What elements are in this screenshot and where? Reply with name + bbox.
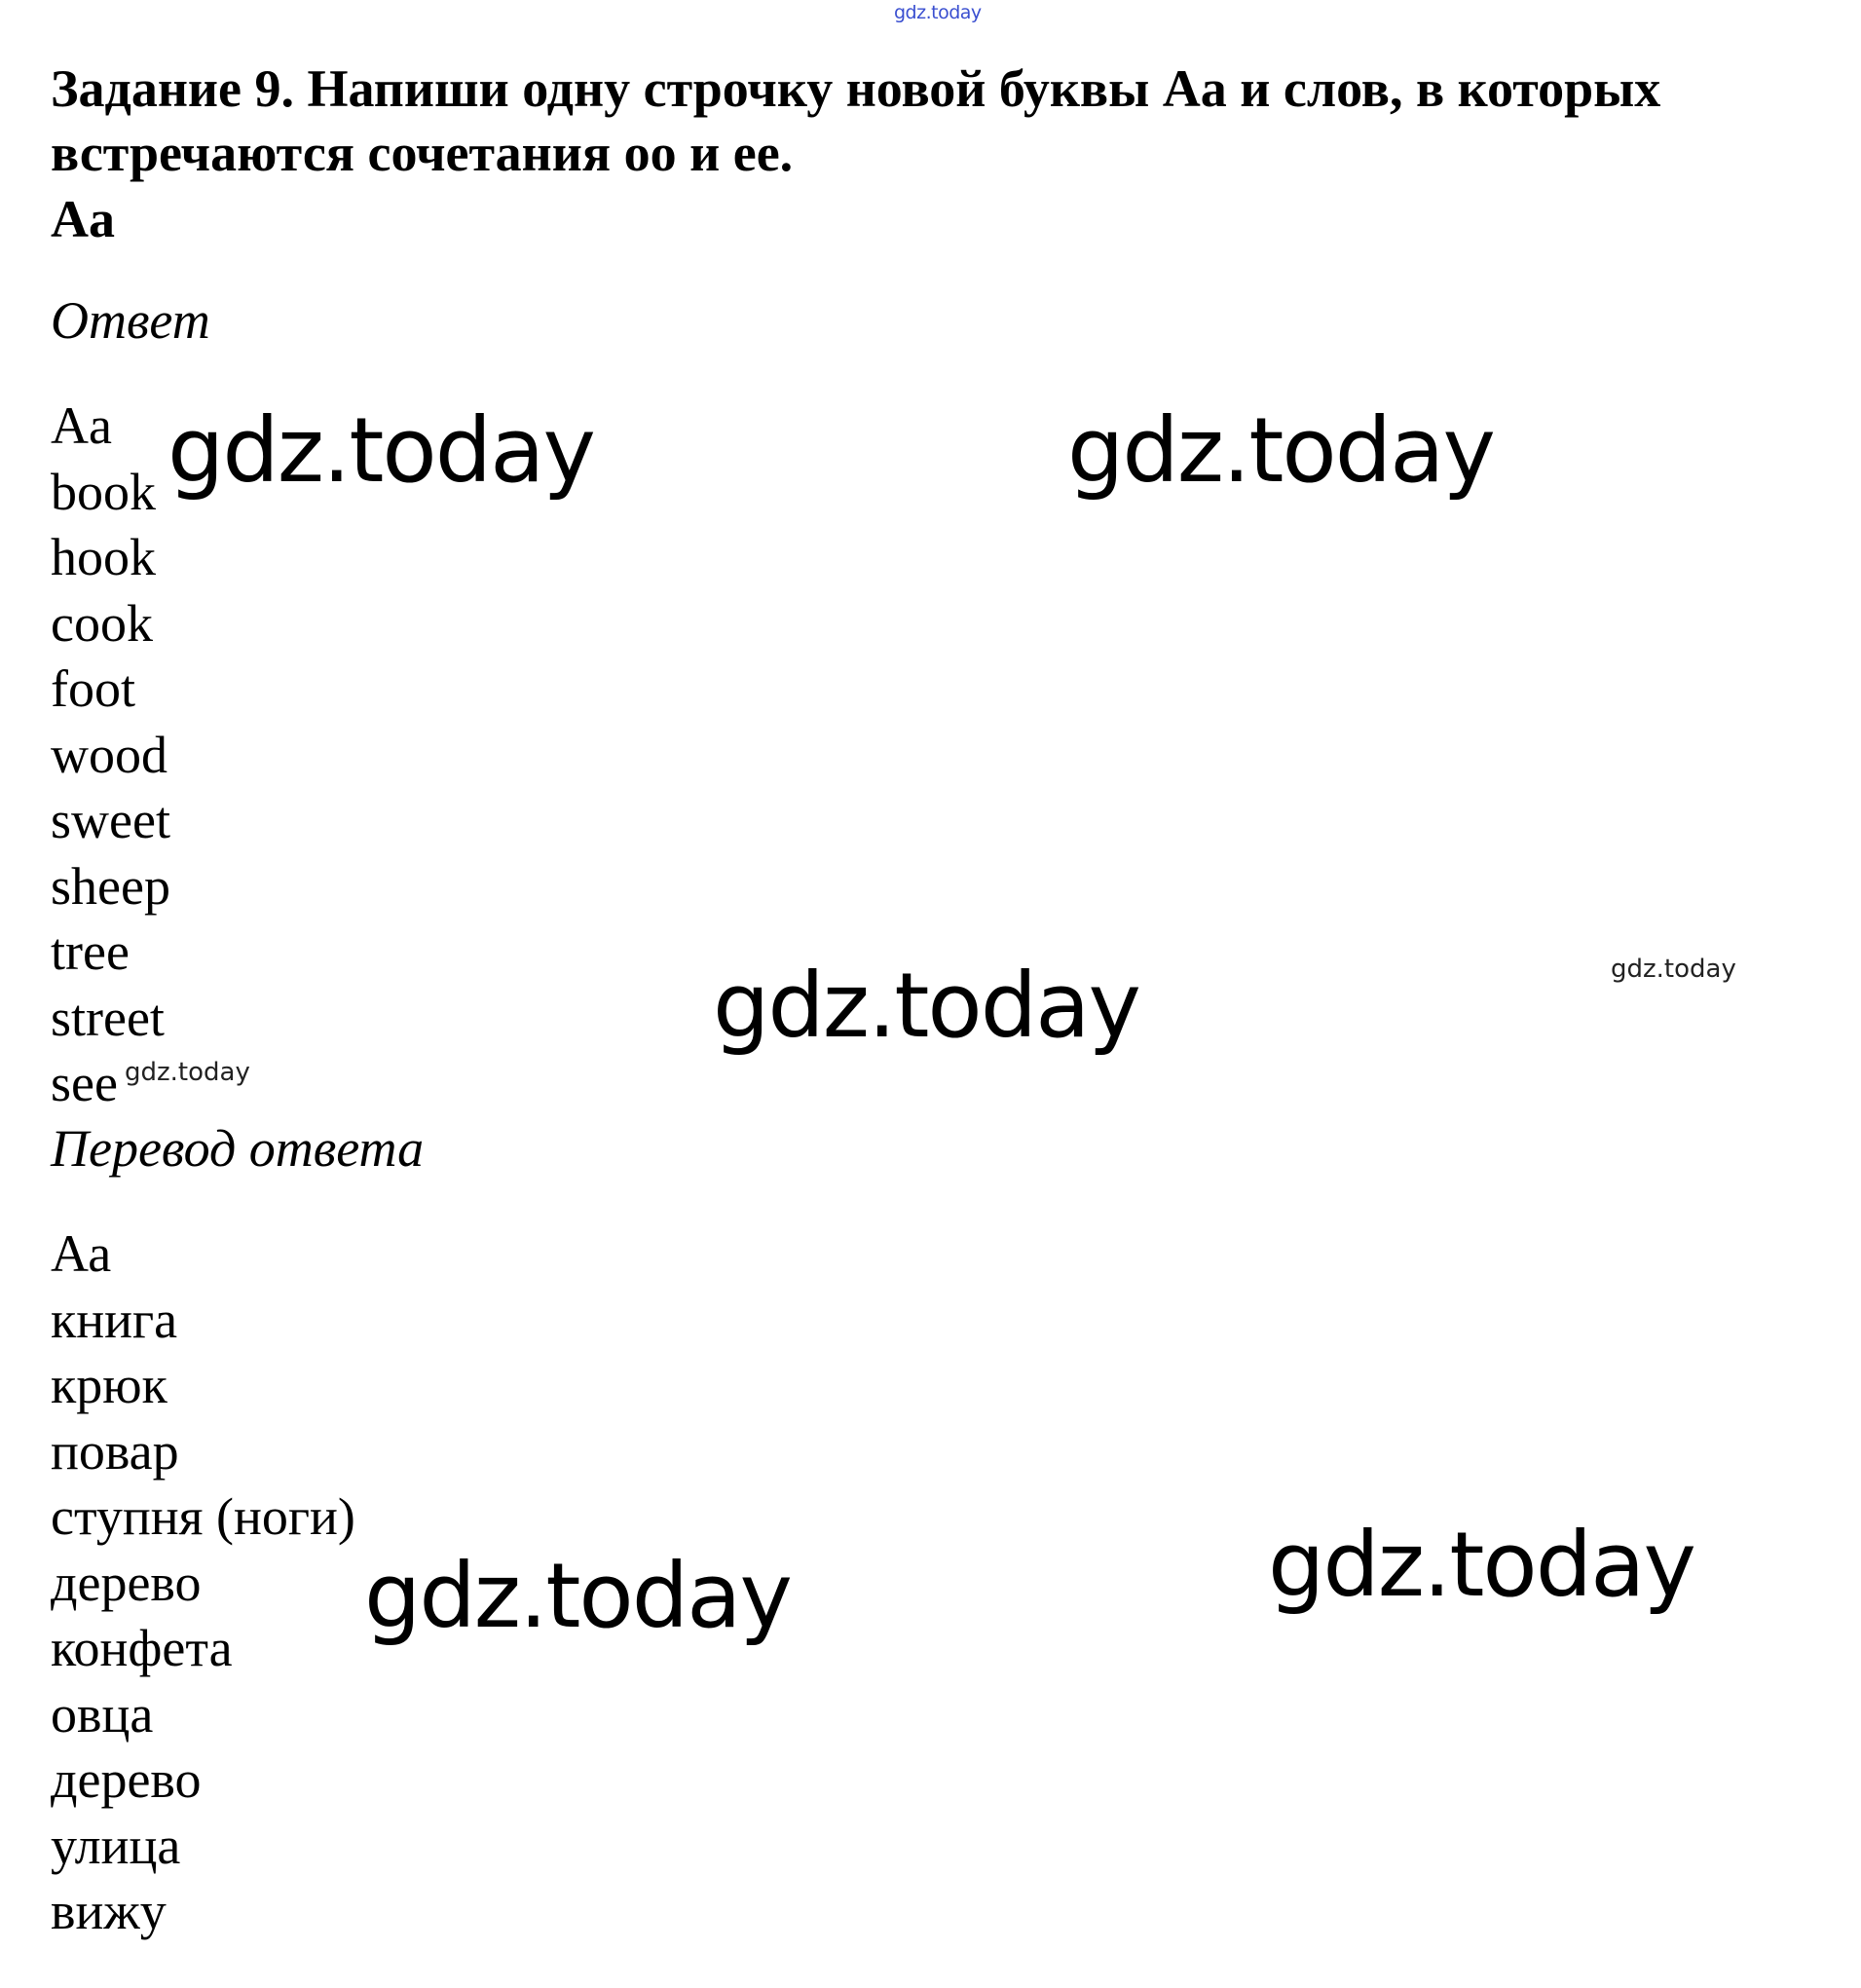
translation-item: ступня (ноги) (51, 1487, 355, 1546)
watermark: gdz.today (713, 954, 1139, 1058)
answer-item: sheep (51, 856, 170, 916)
translation-word-list (51, 1221, 355, 1945)
translation-item: повар (51, 1421, 179, 1481)
translation-item: крюк (51, 1356, 167, 1414)
watermark-small: gdz.today (125, 1058, 250, 1087)
translation-item: конфета (51, 1619, 233, 1677)
answer-item: see (51, 1054, 118, 1112)
watermark: gdz.today (1268, 1513, 1694, 1617)
answer-item: book (51, 462, 156, 521)
translation-item: улица (51, 1816, 181, 1875)
answer-item: wood (51, 725, 167, 784)
answer-item: sweet (51, 791, 170, 849)
site-mark-top: gdz.today (894, 2, 982, 23)
translation-item: книга (51, 1290, 178, 1349)
task-title: Задание 9. Напиши одну строчку новой буквы Aa и слов, в которых встречаются сочетания oo и ee. (51, 59, 1661, 182)
answer-item: Aa (51, 396, 112, 455)
answer-heading: Ответ (51, 291, 210, 350)
translation-item: Аа (51, 1224, 112, 1283)
translation-item: дерево (51, 1553, 202, 1612)
task-letter: Aa (51, 190, 115, 248)
answer-item: cook (51, 593, 153, 653)
watermark: gdz.today (364, 1544, 791, 1648)
translation-item: овца (51, 1684, 154, 1744)
answer-word-list (51, 394, 170, 1117)
answer-item: foot (51, 659, 135, 718)
answer-item: hook (51, 528, 156, 586)
translation-item: вижу (51, 1882, 167, 1940)
translation-heading: Перевод ответа (51, 1119, 425, 1178)
translation-item: дерево (51, 1750, 202, 1809)
watermark: gdz.today (167, 398, 594, 503)
answer-item: tree (51, 922, 130, 981)
watermark: gdz.today (1067, 398, 1494, 503)
answer-item: street (51, 988, 165, 1047)
watermark-small: gdz.today (1611, 955, 1736, 984)
